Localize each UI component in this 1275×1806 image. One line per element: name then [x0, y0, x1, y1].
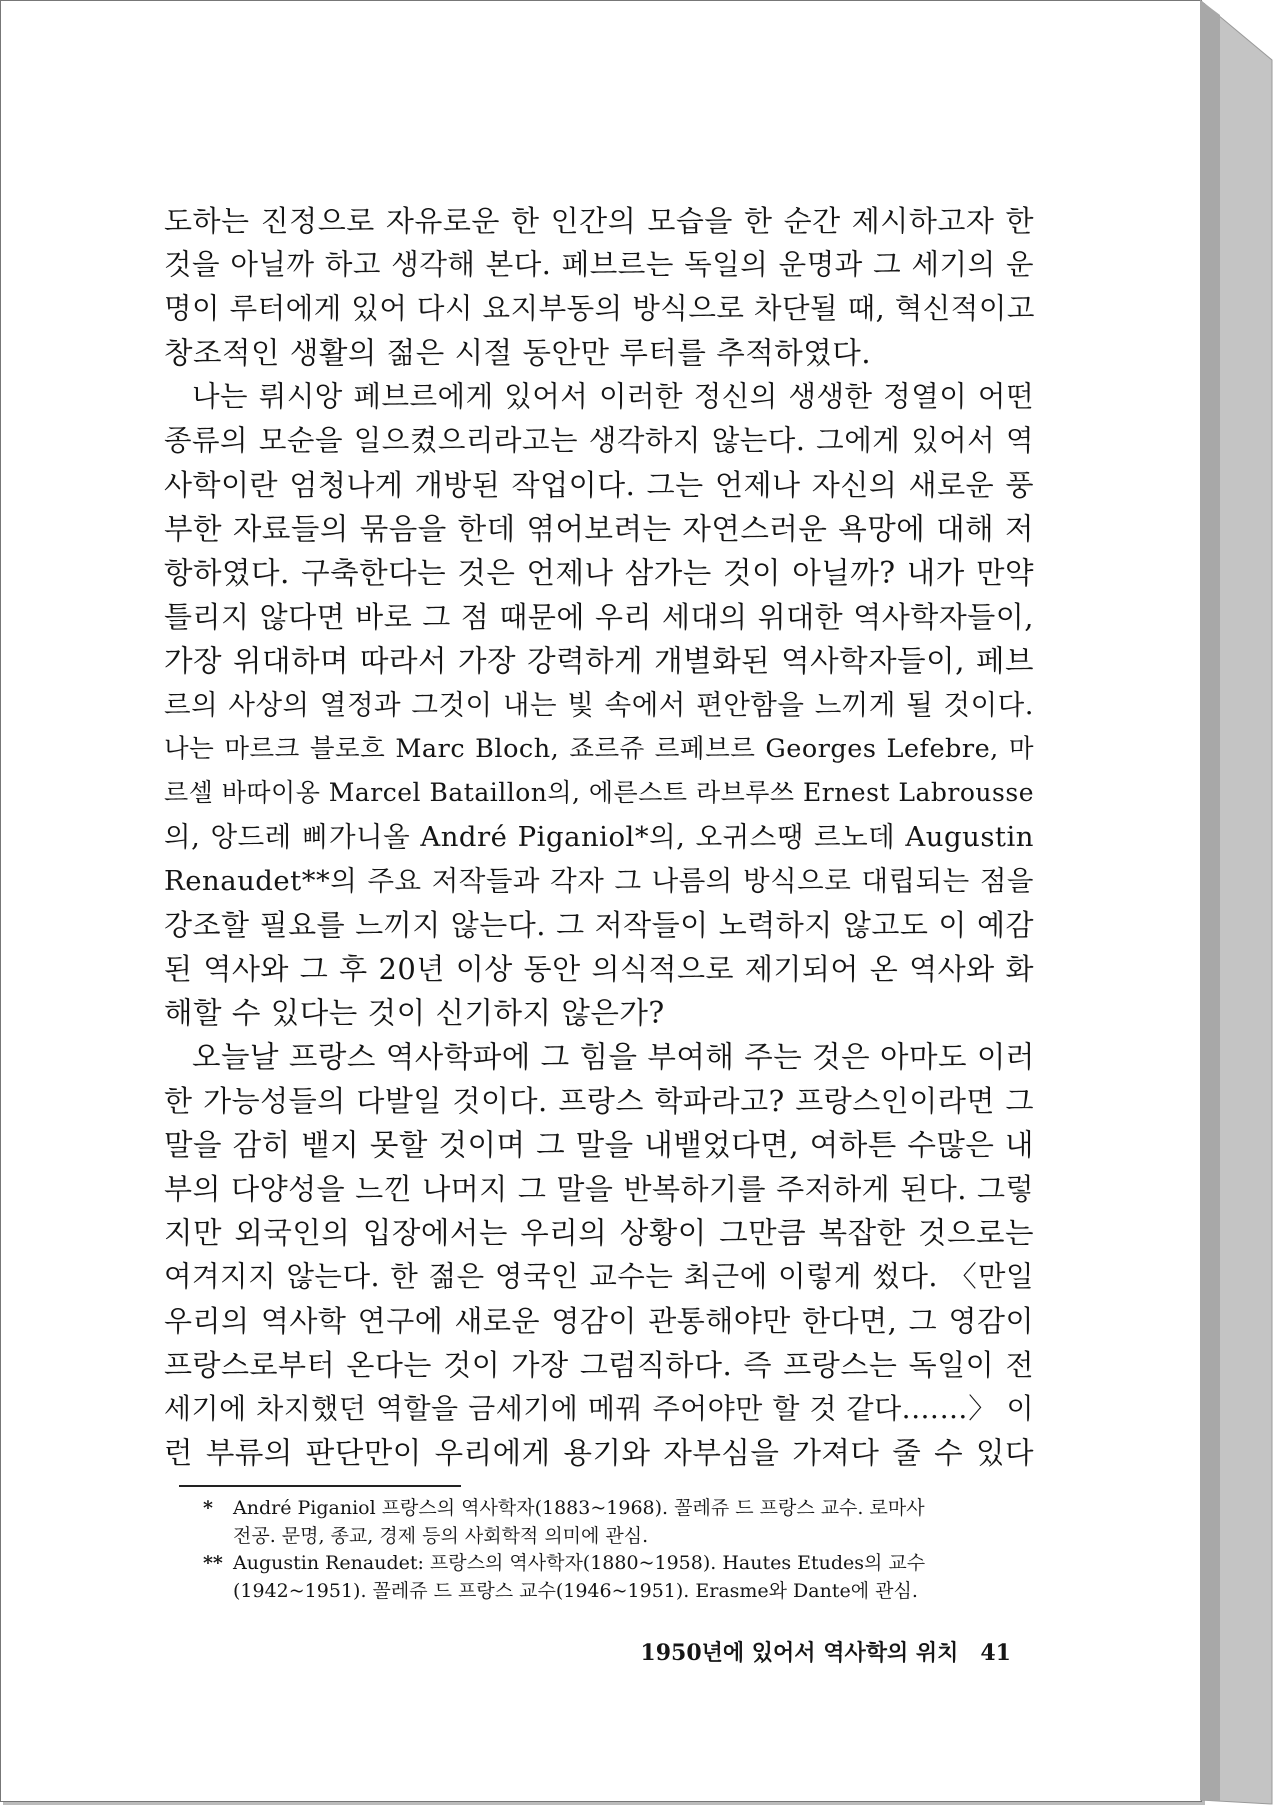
footnote-line: (1942~1951). 꼴레쥬 드 프랑스 교수(1946~1951). Erasme와 Dante에 관심.: [233, 1579, 918, 1602]
body-line: 된 역사와 그 후 20년 이상 동안 의식적으로 제기되어 온 역사와 화: [164, 952, 1034, 986]
body-line: 창조적인 생활의 젊은 시절 동안만 루터를 추적하였다.: [164, 336, 872, 370]
body-line: 프랑스로부터 온다는 것이 가장 그럼직하다. 즉 프랑스는 독일이 전: [164, 1348, 1034, 1382]
body-line: 여겨지지 않는다. 한 젊은 영국인 교수는 최근에 이렇게 썼다. 〈만일: [164, 1260, 1034, 1293]
body-line: 사학이란 엄청나게 개방된 작업이다. 그는 언제나 자신의 새로운 풍: [164, 468, 1034, 502]
paragraph-start: 나는 뤼시앙 페브르에게 있어서 이러한 정신의 생생한 정열이 어떤: [192, 380, 1034, 413]
body-line: 말을 감히 뱉지 못할 것이며 그 말을 내뱉었다면, 여하튼 수많은 내: [164, 1128, 1034, 1162]
book-block-edge: [1200, 0, 1275, 1806]
body-line: 런 부류의 판단만이 우리에게 용기와 자부심을 가져다 줄 수 있다: [164, 1436, 1034, 1470]
body-line: 한 가능성들의 다발일 것이다. 프랑스 학파라고? 프랑스인이라면 그: [164, 1084, 1034, 1118]
footnote-line: [203, 1550, 1023, 1578]
body-line: 나는 마르크 블로흐 Marc Bloch, 죠르쥬 르페브르 Georges Lefebre, 마: [164, 734, 1034, 764]
body-text: [164, 199, 1034, 1475]
footnote-marker: *: [203, 1497, 213, 1519]
body-line: 명이 루터에게 있어 다시 요지부동의 방식으로 차단될 때, 혁신적이고: [164, 292, 1035, 325]
body-line: 해할 수 있다는 것이 신기하지 않은가?: [164, 996, 665, 1030]
body-line: 가장 위대하며 따라서 가장 강력하게 개별화된 역사학자들이, 페브: [164, 644, 1034, 678]
body-line: 르셀 바따이옹 Marcel Bataillon의, 에른스트 라브루쓰 Ernest Labrousse: [164, 778, 1034, 807]
chapter-title: 1950년에 있어서 역사학의 위치: [640, 1640, 959, 1666]
body-line: Renaudet**의 주요 저작들과 각자 그 나름의 방식으로 대립되는 점을: [164, 865, 1034, 897]
footnotes: [203, 1495, 1023, 1605]
body-line: 우리의 역사학 연구에 새로운 영감이 관통해야만 한다면, 그 영감이: [164, 1304, 1034, 1338]
body-line: 지만 외국인의 입장에서는 우리의 상황이 그만큼 복잡한 것으로는: [164, 1216, 1034, 1250]
footnote-line: 전공. 문명, 종교, 경제 등의 사회학적 의미에 관심.: [233, 1524, 649, 1547]
paragraph-start: 오늘날 프랑스 역사학파에 그 힘을 부여해 주는 것은 아마도 이러: [192, 1040, 1035, 1074]
body-line: 항하였다. 구축한다는 것은 언제나 삼가는 것이 아닐까? 내가 만약: [164, 556, 1034, 590]
body-line: 것을 아닐까 하고 생각해 본다. 페브르는 독일의 운명과 그 세기의 운: [164, 248, 1034, 281]
body-line: 부한 자료들의 묶음을 한데 엮어보려는 자연스러운 욕망에 대해 저: [164, 512, 1034, 546]
footnote-divider: [179, 1485, 461, 1487]
footnote-line: [203, 1495, 1023, 1523]
body-line: 틀리지 않다면 바로 그 점 때문에 우리 세대의 위대한 역사학자들이,: [164, 600, 1034, 634]
running-footer: [601, 1636, 1011, 1667]
body-line: 의, 앙드레 삐가니올 André Piganiol*의, 오귀스땡 르노데 Augustin: [164, 821, 1034, 853]
footnote-marker: **: [203, 1552, 223, 1574]
body-line: 도하는 진정으로 자유로운 한 인간의 모습을 한 순간 제시하고자 한: [164, 204, 1034, 238]
footnote-text: André Piganiol 프랑스의 역사학자(1883~1968). 꼴레쥬 드 프랑스 교수. 로마사: [233, 1497, 925, 1519]
body-line: 종류의 모순을 일으켰으리라고는 생각하지 않는다. 그에게 있어서 역: [164, 424, 1034, 457]
body-line: 세기에 차지했던 역할을 금세기에 메꿔 주어야만 할 것 같다.……〉 이: [164, 1392, 1034, 1425]
footnote-text: Augustin Renaudet: 프랑스의 역사학자(1880~1958). Hautes Etudes의 교수: [233, 1552, 926, 1574]
body-line: 강조할 필요를 느끼지 않는다. 그 저작들이 노력하지 않고도 이 예감: [164, 908, 1034, 942]
body-line: 부의 다양성을 느낀 나머지 그 말을 반복하기를 주저하게 된다. 그렇: [164, 1172, 1034, 1206]
page-number: 41: [980, 1640, 1011, 1666]
body-line: 르의 사상의 열정과 그것이 내는 빛 속에서 편안함을 느끼게 될 것이다.: [164, 689, 1034, 721]
